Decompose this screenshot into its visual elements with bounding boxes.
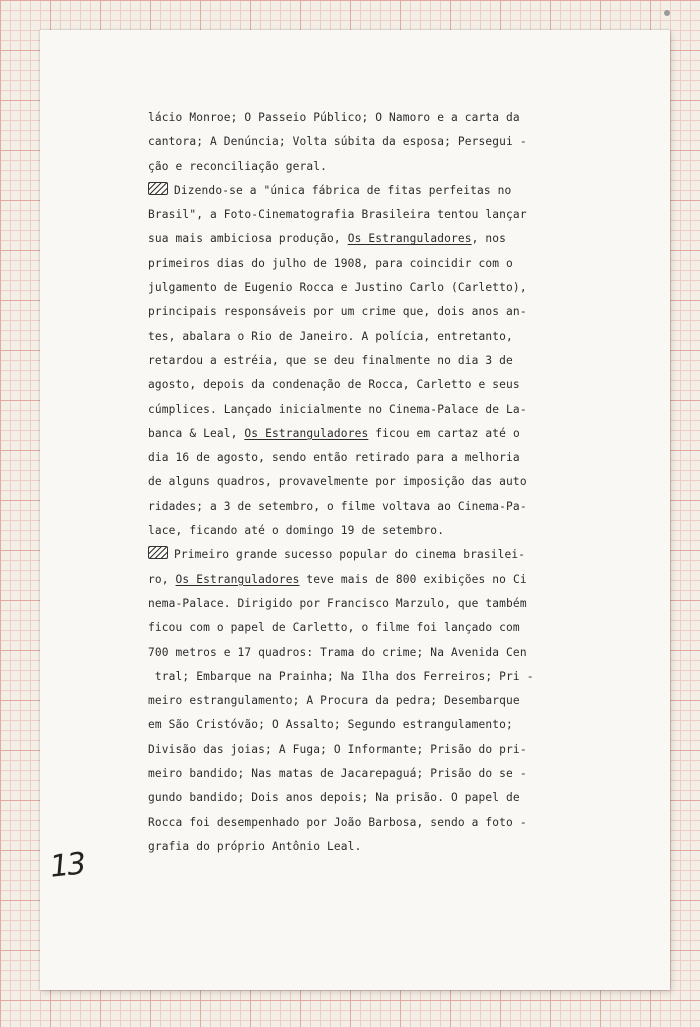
text-line: agosto, depois da condenação de Rocca, Carletto e seus xyxy=(148,378,520,392)
text-line: meiro bandido; Nas matas de Jacarepaguá; Prisão do se - xyxy=(148,767,527,781)
text-line: primeiros dias do julho de 1908, para coincidir com o xyxy=(148,256,513,270)
text-line: em São Cristóvão; O Assalto; Segundo estrangulamento; xyxy=(148,718,513,732)
text-line: ro, Os Estranguladores teve mais de 800 exibições no Ci xyxy=(148,572,527,586)
text-line: retardou a estréia, que se deu finalmente no dia 3 de xyxy=(148,353,513,367)
text-line: Rocca foi desempenhado por João Barbosa, sendo a foto - xyxy=(148,815,527,829)
text-line: nema-Palace. Dirigido por Francisco Marzulo, que também xyxy=(148,596,527,610)
paragraph-mark-icon xyxy=(148,182,168,195)
text-line: Divisão das joias; A Fuga; O Informante; Prisão do pri- xyxy=(148,742,527,756)
text-line: cúmplices. Lançado inicialmente no Cinema-Palace de La- xyxy=(148,402,527,416)
film-title: Os Estranguladores xyxy=(347,232,472,246)
paragraph-start: Primeiro grande sucesso popular do cinema brasilei- xyxy=(148,543,638,567)
text-line: sua mais ambiciosa produção, Os Estranguladores, nos xyxy=(148,232,507,246)
text-line: julgamento de Eugenio Rocca e Justino Carlo (Carletto), xyxy=(148,281,527,295)
text-line: meiro estrangulamento; A Procura da pedra; Desembarque xyxy=(148,694,520,708)
text-line: banca & Leal, Os Estranguladores ficou em cartaz até o xyxy=(148,426,520,440)
handwritten-page-number: 13 xyxy=(48,846,86,885)
text-line: 700 metros e 17 quadros: Trama do crime; Na Avenida Cen xyxy=(148,645,527,659)
paragraph-start: Dizendo-se a "única fábrica de fitas perfeitas no xyxy=(148,179,638,203)
paragraph-mark-icon xyxy=(148,546,168,559)
text-line: lácio Monroe; O Passeio Público; O Namoro e a carta da xyxy=(148,111,520,124)
film-title: Os Estranguladores xyxy=(244,426,369,440)
text-line: Brasil", a Foto-Cinematografia Brasileira tentou lançar xyxy=(148,208,527,222)
text-line: ção e reconciliação geral. xyxy=(148,159,328,173)
text-line: cantora; A Denúncia; Volta súbita da esposa; Persegui - xyxy=(148,135,527,149)
text-line: lace, ficando até o domingo 19 de setembro. xyxy=(148,524,445,538)
film-title: Os Estranguladores xyxy=(175,572,300,586)
text-line: tral; Embarque na Prainha; Na Ilha dos Ferreiros; Pri - xyxy=(148,669,534,683)
text-line: gundo bandido; Dois anos depois; Na prisão. O papel de xyxy=(148,791,520,805)
document-body xyxy=(148,106,638,859)
text-line: principais responsáveis por um crime que, dois anos an- xyxy=(148,305,527,319)
text-line: tes, abalara o Rio de Janeiro. A polícia, entretanto, xyxy=(148,329,513,343)
text-line: dia 16 de agosto, sendo então retirado para a melhoria xyxy=(148,451,520,465)
text-line: ficou com o papel de Carletto, o filme foi lançado com xyxy=(148,621,520,635)
pin-mark xyxy=(664,10,670,16)
text-line: de alguns quadros, provavelmente por imposição das auto xyxy=(148,475,527,489)
text-line: ridades; a 3 de setembro, o filme voltava ao Cinema-Pa- xyxy=(148,499,527,513)
text-line: grafia do próprio Antônio Leal. xyxy=(148,839,362,853)
